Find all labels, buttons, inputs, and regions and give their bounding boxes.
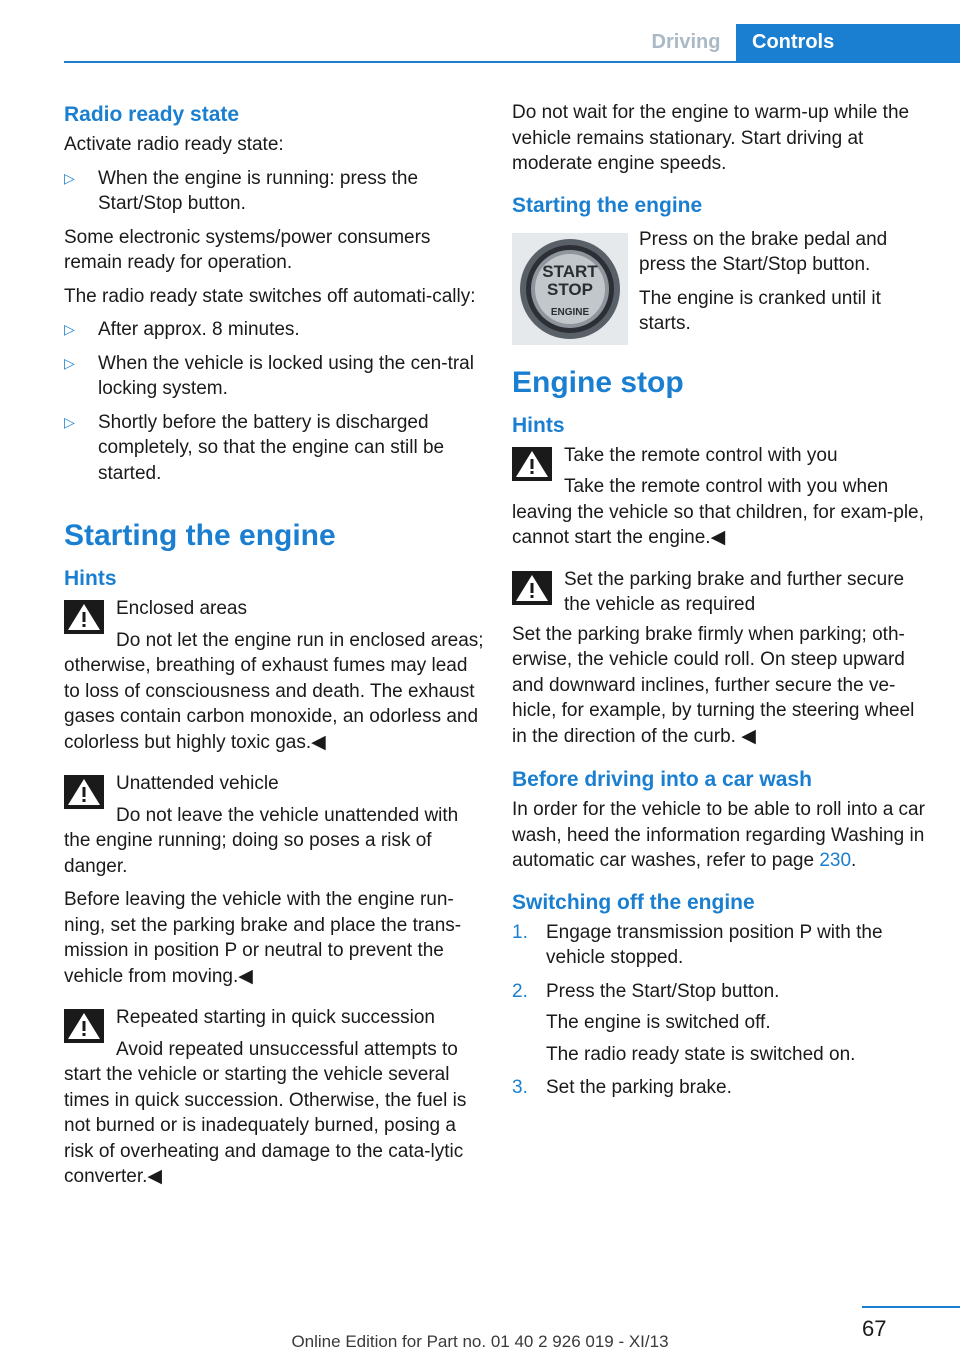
- section-title-starting-engine: Starting the engine: [64, 519, 336, 552]
- section-title-engine-stop: Engine stop: [512, 365, 684, 399]
- engine-label: ENGINE: [550, 306, 590, 318]
- start-stop-button-image: [512, 233, 628, 345]
- start-stop-block: [512, 227, 927, 337]
- step-number: 3.: [512, 1077, 528, 1098]
- header-rule: [64, 61, 960, 63]
- right-column: [512, 100, 927, 1109]
- triangle-bullet-icon: ▷: [64, 169, 75, 186]
- warning-heading: Unattended vehicle: [116, 773, 279, 794]
- step-2-result-2: The radio ready state is switched on.: [546, 1043, 856, 1065]
- radio-paragraph-2: The radio ready state switches off automati-cally:: [64, 285, 476, 307]
- subsection-title-car-wash: Before driving into a car wash: [512, 768, 812, 791]
- warning-body: Avoid repeated unsuccessful attempts to start the vehicle or starting the vehicle several times in quick succession. Otherwise, the fuel is not burned or is inadequately burned, posing a risk of overheating and damage to the cata-lytic converter.◀: [64, 1038, 467, 1187]
- start-stop-button-icon: [512, 233, 628, 345]
- warning-triangle-icon: [64, 600, 104, 634]
- warning-unattended-vehicle: [64, 771, 484, 879]
- warning-triangle-icon: [64, 775, 104, 809]
- list-item: 1. Engage transmission position P with the vehicle stopped.: [512, 921, 883, 968]
- parking-brake-paragraph: Set the parking brake firmly when parking; oth-erwise, the vehicle could roll. On steep upward and downward inclines, further secure the ve-hicle, for example, by turning the steering wheel in the direction of the curb. ◀: [512, 623, 915, 747]
- list-item: 2. Press the Start/Stop button. The engine is switched off. The radio ready state is switched on.: [512, 979, 927, 1068]
- triangle-bullet-icon: ▷: [64, 321, 75, 337]
- list-item: ▷ When the engine is running: press the Start/Stop button.: [64, 167, 419, 214]
- hints-title: Hints: [64, 567, 117, 590]
- step-number: 1.: [512, 921, 528, 943]
- warmup-paragraph: Do not wait for the engine to warm-up while the vehicle remains stationary. Start driving at moderate engine speeds.: [512, 102, 910, 174]
- warning-remote-control: [512, 443, 927, 551]
- list-item: 3. Set the parking brake.: [512, 1075, 927, 1101]
- page-header: [0, 24, 960, 62]
- page-number: 67: [862, 1316, 887, 1341]
- warning-heading: Repeated starting in quick succession: [116, 1007, 435, 1028]
- list-item: ▷ Shortly before the battery is discharged completely, so that the engine can still be started.: [64, 411, 445, 484]
- warning-heading: Enclosed areas: [116, 598, 247, 619]
- page-reference-link[interactable]: 230: [819, 850, 852, 871]
- warning-enclosed-areas: [64, 596, 484, 755]
- warning-body: Do not let the engine run in enclosed areas; otherwise, breathing of exhaust fumes may lead to loss of consciousness and death. The exhaust gases contain carbon monoxide, an odorless and colorless but highly toxic gas.◀: [64, 629, 484, 753]
- radio-activate-list: [64, 166, 484, 217]
- switch-off-steps: [512, 920, 927, 1101]
- triangle-bullet-icon: ▷: [64, 413, 75, 430]
- list-item: ▷ When the vehicle is locked using the cen-tral locking system.: [64, 352, 474, 399]
- warning-triangle-icon: [64, 1009, 104, 1043]
- warning-repeated-starting: [64, 1005, 484, 1190]
- triangle-bullet-icon: ▷: [64, 354, 75, 371]
- warning-unattended-paragraph: Before leaving the vehicle with the engine run-ning, set the parking brake and place the trans-mission in position P or neutral to prevent the vehicle from moving.◀: [64, 889, 462, 987]
- hints-title: Hints: [512, 413, 565, 437]
- list-item: ▷ After approx. 8 minutes.: [64, 317, 484, 343]
- radio-paragraph-1: Some electronic systems/power consumers remain ready for operation.: [64, 226, 431, 273]
- start-paragraph-1: Press on the brake pedal and press the Start/Stop button.: [639, 228, 888, 275]
- start-paragraph-2: The engine is cranked until it starts.: [639, 287, 881, 334]
- left-column: [64, 100, 484, 1206]
- warning-parking-brake: [512, 567, 927, 618]
- car-wash-paragraph: In order for the vehicle to be able to roll into a car wash, heed the information regarding Washing in automatic car washes, refer to page 230.: [512, 799, 925, 871]
- stop-label: STOP: [547, 279, 593, 299]
- warning-triangle-icon: [512, 447, 552, 481]
- warning-heading: Take the remote control with you: [564, 444, 838, 466]
- warning-heading: Set the parking brake and further secure the vehicle as required: [564, 568, 905, 615]
- tab-controls[interactable]: Controls: [736, 24, 960, 61]
- radio-intro: Activate radio ready state:: [64, 134, 284, 155]
- warning-body: Take the remote control with you when leaving the vehicle so that children, for exam-ple, cannot start the engine.◀: [512, 476, 924, 548]
- edition-footer: Online Edition for Part no. 01 40 2 926 019 - XI/13: [291, 1332, 669, 1351]
- start-label: START: [542, 261, 598, 281]
- step-2-result-1: The engine is switched off.: [546, 1012, 771, 1033]
- radio-off-list: [64, 317, 484, 486]
- subsection-title-switching-off: Switching off the engine: [512, 890, 755, 914]
- step-number: 2.: [512, 980, 528, 1002]
- section-title-radio-ready: Radio ready state: [64, 103, 240, 126]
- subsection-title-starting-engine: Starting the engine: [512, 193, 703, 217]
- warning-body: Do not leave the vehicle unattended with the engine running; doing so poses a risk of danger.: [64, 804, 459, 877]
- warning-triangle-icon: [512, 571, 552, 605]
- tab-driving[interactable]: Driving: [651, 31, 721, 53]
- footer-rule: [862, 1306, 960, 1308]
